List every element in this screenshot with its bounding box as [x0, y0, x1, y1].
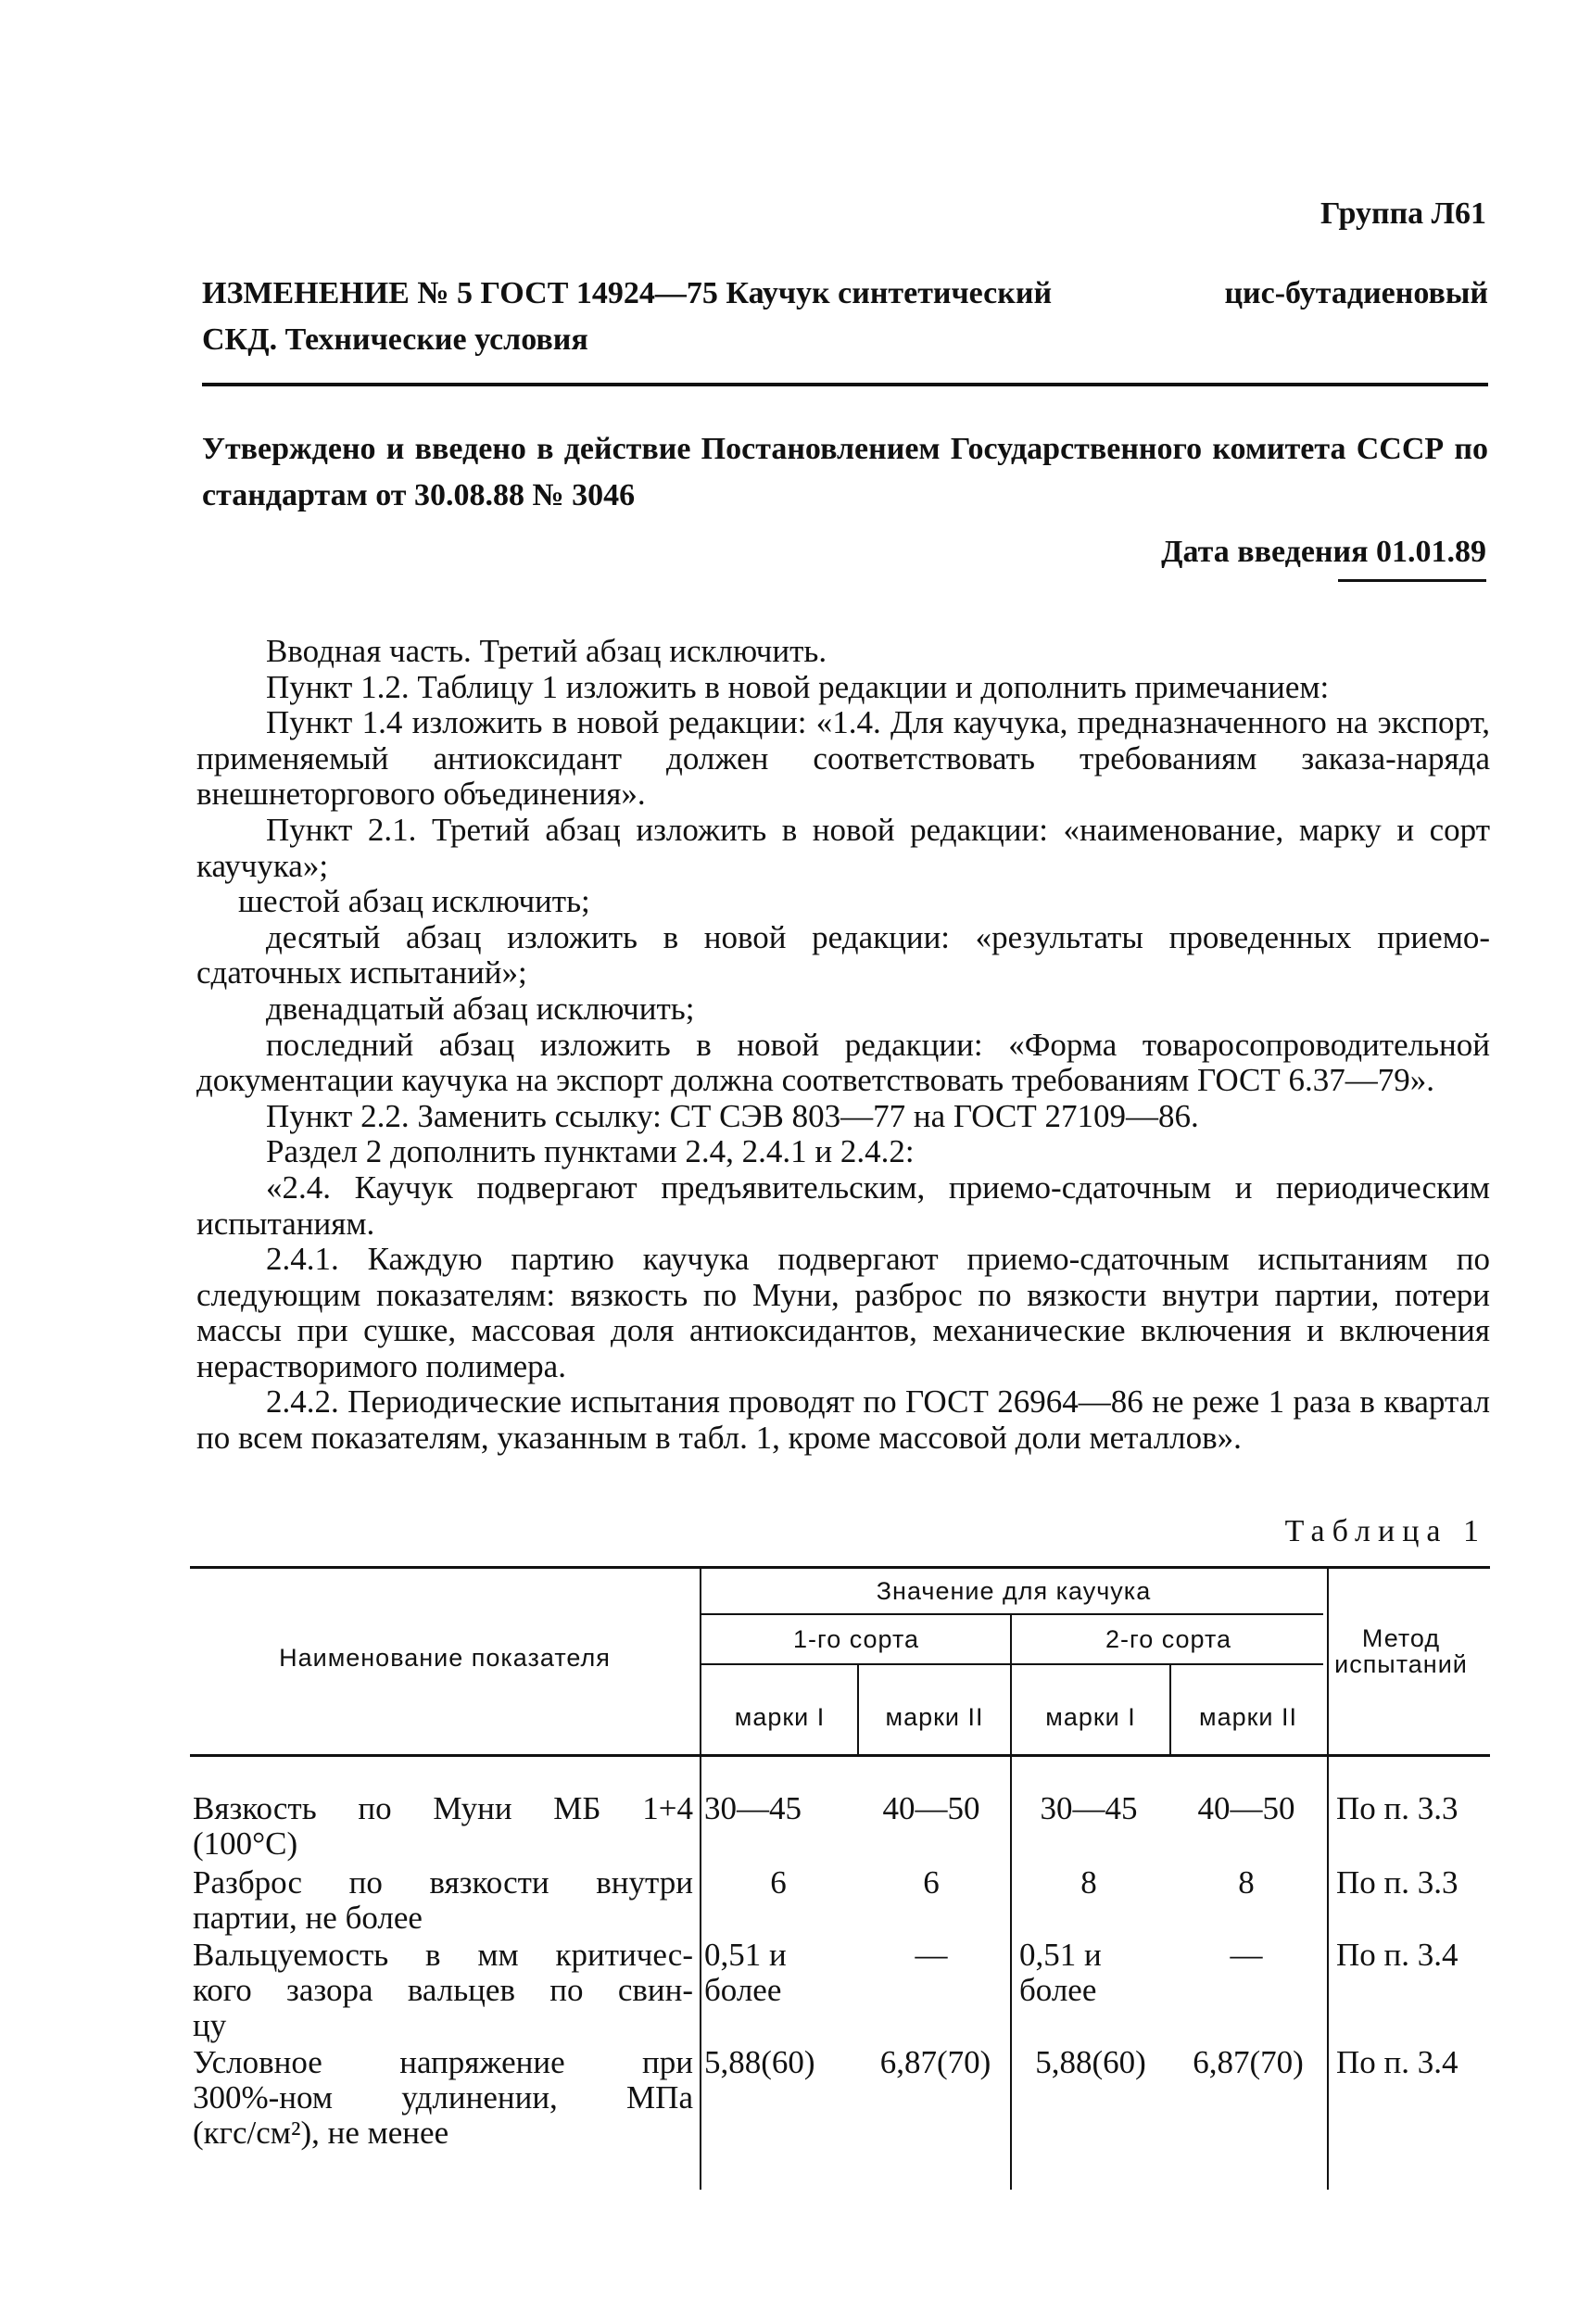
table-cell: 30—45: [1040, 1790, 1138, 1826]
table-cell: 6: [770, 1864, 787, 1901]
column-rule: [1010, 1615, 1012, 2190]
header-method: Метод испытаний: [1334, 1624, 1468, 1678]
title-divider: [202, 383, 1488, 386]
header-mark-2: марки II: [1199, 1703, 1297, 1731]
paragraph: «2.4. Каучук подвергают предъявительским, приемо-сдаточным и периодическим испытаниям.: [196, 1168, 1490, 1242]
paragraph: шестой абзац исключить;: [238, 883, 590, 920]
header-name: Наименование показателя: [279, 1644, 611, 1672]
column-rule: [700, 1569, 701, 2190]
title-line1-right: цис-бутадиеновый: [1224, 276, 1488, 310]
document-title: [202, 271, 1488, 363]
table-cell: 6,87(70): [879, 2044, 991, 2080]
effective-date: Дата введения 01.01.89: [1161, 535, 1486, 569]
paragraph: двенадцатый абзац исключить;: [266, 990, 695, 1027]
name-line: Вальцуемость в мм критичес-: [193, 1937, 693, 1973]
paragraph: Пункт 1.4 изложить в новой редакции: «1.4. Для каучука, предназначенного на экспорт, применяемый антиоксидант должен соответствовать требованиям заказа-наряда внешнеторгового объединения».: [196, 704, 1490, 813]
name-line: 300%-ном удлинении, МПа: [193, 2079, 693, 2116]
column-rule: [857, 1665, 859, 1754]
table-row-name: [193, 1865, 693, 1936]
table-row-name: [193, 2045, 693, 2151]
table-cell: 0,51 и более: [704, 1937, 787, 2008]
name-line: Условное напряжение при: [193, 2044, 693, 2080]
header-mark-2: марки II: [885, 1703, 984, 1731]
name-line: Вязкость по Муни МБ 1+4: [193, 1790, 693, 1826]
table-top-rule: [190, 1566, 1490, 1569]
paragraph: Раздел 2 дополнить пунктами 2.4, 2.4.1 и 2.4.2:: [266, 1133, 915, 1170]
table-cell-method: По п. 3.4: [1336, 2044, 1458, 2080]
table-header-bottom-rule: [190, 1754, 1490, 1757]
paragraph: 2.4.1. Каждую партию каучука подвергают приемо-сдаточным испытаниям по следующим показателям: вязкость по Муни, разброс по вязкости внутри партии, потери массы при сушке, массовая доля антиоксидантов, механические включения и включения нерастворимого полимера.: [196, 1241, 1490, 1384]
table-cell: 30—45: [704, 1790, 802, 1826]
paragraph: десятый абзац изложить в новой редакции: «результаты проведенных приемо-сдаточных испытаний»;: [196, 918, 1490, 991]
paragraph: Пункт 2.2. Заменить ссылку: СТ СЭВ 803—77 на ГОСТ 27109—86.: [266, 1097, 1199, 1134]
group-code: Группа Л61: [1320, 196, 1486, 231]
paragraph: 2.4.2. Периодические испытания проводят по ГОСТ 26964—86 не реже 1 раза в квартал по всем показателям, указанным в табл. 1, кроме массовой доли металлов».: [196, 1383, 1490, 1457]
title-line1-left: ИЗМЕНЕНИЕ № 5 ГОСТ 14924—75 Каучук синтетический: [202, 276, 1053, 310]
name-line: Разброс по вязкости внутри: [193, 1864, 693, 1901]
table-cell: 5,88(60): [704, 2044, 815, 2080]
table-caption: Таблица 1: [1284, 1514, 1486, 1548]
header-mark-1: марки I: [1045, 1703, 1136, 1731]
name-line: (100°С): [193, 1825, 298, 1862]
table-cell: —: [1230, 1937, 1263, 1973]
table-cell: 5,88(60): [1035, 2044, 1146, 2080]
table-row-name: [193, 1938, 693, 2043]
paragraph: Пункт 1.2. Таблицу 1 изложить в новой редакции и дополнить примечанием:: [266, 668, 1330, 705]
table-cell: 8: [1080, 1864, 1097, 1901]
table-cell: 0,51 и более: [1019, 1937, 1102, 2008]
header-grade-2: 2-го сорта: [1105, 1625, 1232, 1653]
table-row-name: [193, 1791, 693, 1862]
table-cell: 6: [923, 1864, 940, 1901]
paragraph: Пункт 2.1. Третий абзац изложить в новой редакции: «наименование, марку и сорт каучука»;: [196, 811, 1490, 884]
paragraph: последний абзац изложить в новой редакции: «Форма товаросопроводительной документации каучука на экспорт должна соответствовать требованиям ГОСТ 6.37—79».: [196, 1026, 1490, 1099]
table-cell: —: [915, 1937, 948, 1973]
approval-statement: Утверждено и введено в действие Постановлением Государственного комитета СССР по стандартам от 30.08.88 № 3046: [202, 432, 1488, 512]
column-rule: [1327, 1569, 1329, 2190]
table-cell: 8: [1238, 1864, 1255, 1901]
title-line2: СКД. Технические условия: [202, 322, 588, 357]
name-line: (кгс/см²), не менее: [193, 2115, 449, 2151]
column-rule: [1169, 1665, 1171, 1754]
paragraph: Вводная часть. Третий абзац исключить.: [266, 633, 827, 669]
name-line: партии, не более: [193, 1900, 423, 1936]
header-mark-1: марки I: [734, 1703, 826, 1731]
header-value: Значение для каучука: [876, 1577, 1152, 1605]
table-cell: 6,87(70): [1193, 2044, 1304, 2080]
change-text: [196, 634, 1490, 1457]
name-line: кого зазора вальцев по свин-: [193, 1972, 693, 2008]
name-line: цу: [193, 2007, 227, 2043]
table-cell: 40—50: [882, 1790, 980, 1826]
date-underline: [1338, 579, 1486, 582]
table-cell-method: По п. 3.3: [1336, 1864, 1458, 1901]
table-cell-method: По п. 3.4: [1336, 1937, 1458, 1973]
table-cell-method: По п. 3.3: [1336, 1790, 1458, 1826]
header-grade-1: 1-го сорта: [792, 1625, 920, 1653]
table-cell: 40—50: [1197, 1790, 1295, 1826]
